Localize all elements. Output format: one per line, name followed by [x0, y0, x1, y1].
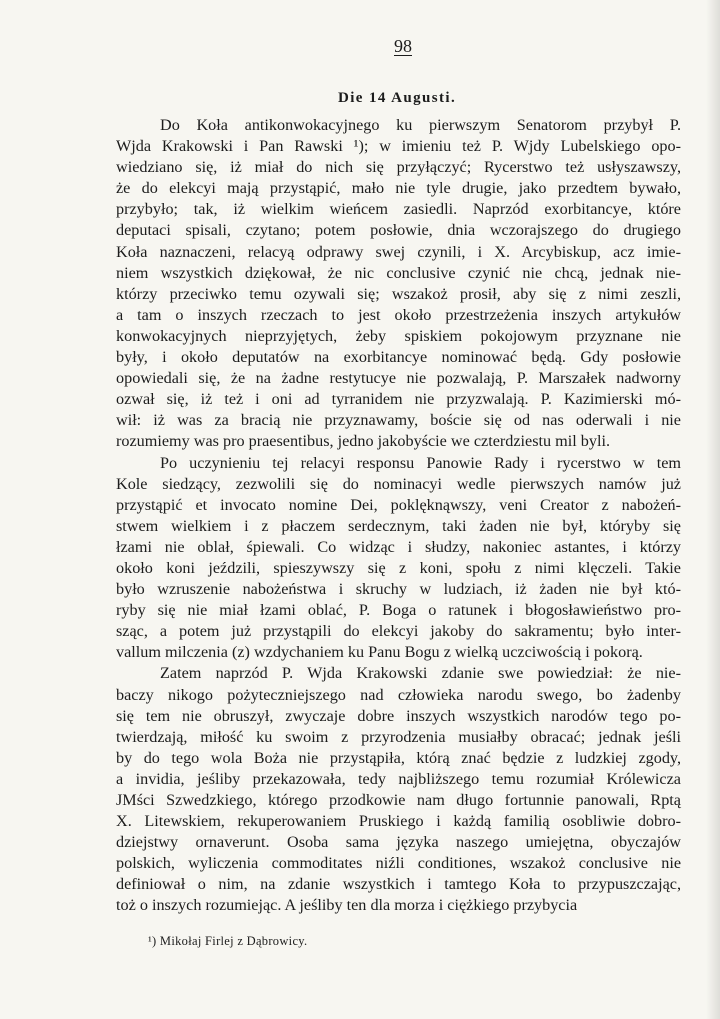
text-line: przybyło; tak, iż wielkim wieńcem zasiedli. Naprzód exorbitancye, które: [116, 200, 681, 219]
text-line: deputaci spisali, czytano; potem posłowie, dnia wczorajszego do drugiego: [116, 221, 681, 240]
text-line: a invidia, jeśliby przekazowała, tedy najbliższego temu rozumiał Królewicza: [116, 769, 681, 788]
text-line: ozwał się, iż też i oni ad tyrranidem nie przyzwalają. P. Kazimierski mó-: [116, 390, 681, 409]
text-line: około koni jeździli, spieszywszy się z koni, społu z nimi klęczeli. Takie: [116, 558, 681, 577]
text-line: się tem nie obruszył, zwyczaje dobre inszych wszystkich narodów tego po-: [116, 706, 681, 725]
footnote: ¹) Mikołaj Firlej z Dąbrowicy.: [148, 934, 308, 948]
text-line: definiował o nim, na zdanie wszystkich i tamtego Koła to przypuszczając,: [116, 875, 681, 894]
text-line: były, i około deputatów na exorbitancye nominować będą. Gdy posłowie: [116, 348, 681, 367]
text-line: Po uczynieniu tej relacyi responsu Panowie Rady i rycerstwo w tem: [160, 453, 681, 472]
page-edge-shadow: [706, 0, 720, 1019]
text-line: przystąpić et invocato nomine Dei, poklęknąwszy, veni Creator z nabożeń-: [116, 495, 681, 514]
body-text: [116, 115, 681, 917]
text-line: Wjda Krakowski i Pan Rawski ¹); w imieniu też P. Wjdy Lubelskiego opo-: [116, 137, 681, 156]
text-line: łzami nie oblał, śpiewali. Co widząc i słudzy, nakoniec astantes, i którzy: [116, 537, 681, 556]
text-line: stwem wielkiem i z płaczem serdecznym, taki żaden nie był, któryby się: [116, 516, 681, 535]
text-line: Zatem naprzód P. Wjda Krakowski zdanie swe powiedział: że nie-: [160, 664, 681, 683]
text-line: Do Koła antikonwokacyjnego ku pierwszym Senatorom przybył P.: [160, 116, 681, 134]
text-line: że do elekcyi mają przystąpić, mało nie tyle drugie, jako przedtem bywało,: [116, 179, 681, 198]
text-line: X. Litewskiem, rekuperowaniem Pruskiego i każdą familią osobliwie dobro-: [116, 812, 681, 831]
text-line: ryby się nie miał łzami oblać, P. Boga o ratunek i błogosławieństwo pro-: [116, 601, 681, 620]
text-line: toż o inszych rozumiejąc. A jeśliby ten dla morza i ciężkiego przybycia: [116, 896, 578, 915]
text-line: sząc, a potem już przystąpili do elekcyi jakoby do sakramentu; było inter-: [116, 622, 681, 641]
text-line: wił: iż was za bracią nie przyznawamy, boście się od nas oderwali i nie: [116, 411, 681, 430]
text-line: by do tego wola Boża nie przystąpiła, którą znać będzie z ludzkiej zgody,: [116, 748, 681, 767]
text-line: niem wszystkich dziękował, że nic conclusive czynić nie chcą, jednak nie-: [116, 263, 681, 282]
text-line: baczy nikogo pożyteczniejszego nad człowieka narodu swego, bo żadenby: [116, 685, 681, 704]
text-line: wiedziano się, iż miał do nich się przyłączyć; Rycerstwo też usłyszawszy,: [116, 158, 681, 177]
text-line: dziejstwy ornaverunt. Osoba sama języka naszego umiejętna, obyczajów: [116, 833, 681, 852]
date-heading: Die 14 Augusti.: [338, 90, 457, 106]
text-line: polskich, wyliczenia commoditates niźli conditiones, wszakoż conclusive nie: [116, 854, 681, 873]
text-line: a tam o inszych rzeczach to jest około przestrzeżenia inszych artykułów: [116, 305, 681, 324]
text-line: Koła naznaczeni, relacyą odprawy swej czynili, i X. Arcybiskup, acz imie-: [116, 242, 681, 261]
text-line: JMści Szwedzkiego, którego przodkowie nam długo fortunnie panowali, Rptą: [116, 791, 681, 809]
page-number: 98: [394, 36, 412, 56]
text-line: było wzruszenie nabożeństwa i skruchy w ludziach, iż żaden nie był któ-: [116, 580, 681, 599]
text-line: twierdzają, miłość ku swoim z przyrodzenia musiałby obracać; jednak jeśli: [116, 727, 681, 746]
text-line: Kole siedzący, zezwolili się do nominacyi wedle pierwszych namów już: [116, 474, 681, 493]
text-line: konwokacyjnych nieprzyjętych, żeby spiskiem pokojowym przyznane nie: [116, 326, 681, 345]
text-line: vallum milczenia (z) wzdychaniem ku Panu Bogu z wielką uczciwością i pokorą.: [116, 643, 643, 662]
text-line: rozumiemy was pro praesentibus, jedno jakobyście we czterdziestu mil byli.: [116, 432, 611, 451]
text-line: którzy przeciwko temu ozywali się; wszakoż prosił, aby się z nimi zeszli,: [116, 284, 681, 303]
text-line: opowiedali się, że na żadne restytucye nie pozwalają, P. Marszałek nadworny: [116, 369, 681, 388]
